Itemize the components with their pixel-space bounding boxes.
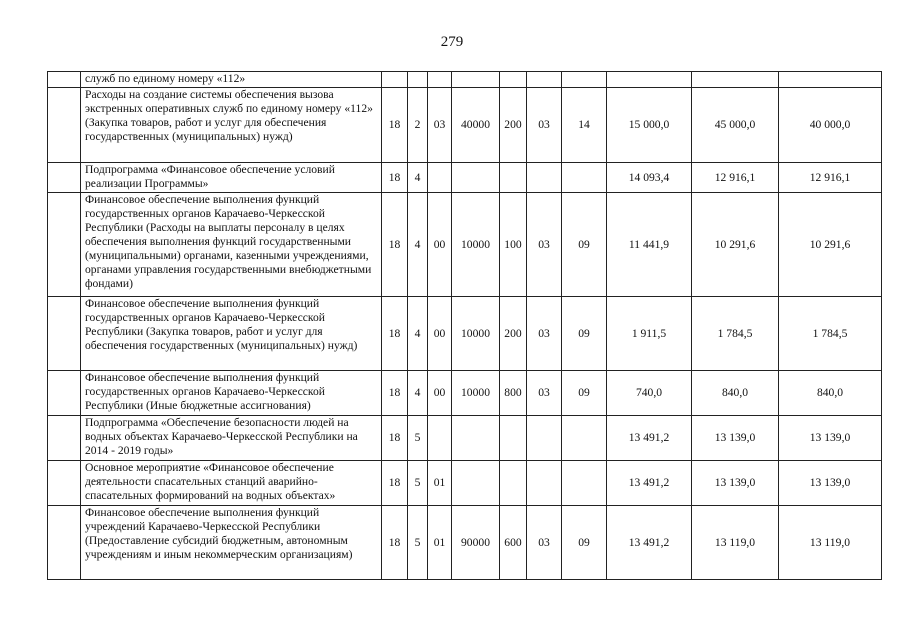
code-cell: 18 bbox=[382, 88, 408, 163]
code-cell bbox=[452, 163, 500, 193]
code-cell bbox=[428, 416, 452, 461]
code-cell bbox=[428, 72, 452, 88]
code-cell bbox=[562, 461, 607, 506]
code-cell bbox=[562, 163, 607, 193]
code-cell: 01 bbox=[428, 506, 452, 580]
code-cell bbox=[428, 163, 452, 193]
amount-cell: 11 441,9 bbox=[607, 193, 692, 297]
code-cell: 10000 bbox=[452, 297, 500, 371]
code-cell: 09 bbox=[562, 506, 607, 580]
row-description: Основное мероприятие «Финансовое обеспечение деятельности спасательных станций аварийно-спасательных формирований на водных объектах» bbox=[81, 461, 382, 506]
row-margin-cell bbox=[48, 163, 81, 193]
amount-cell: 12 916,1 bbox=[779, 163, 882, 193]
code-cell: 5 bbox=[408, 506, 428, 580]
amount-cell: 13 491,2 bbox=[607, 416, 692, 461]
row-margin-cell bbox=[48, 88, 81, 163]
code-cell: 03 bbox=[527, 193, 562, 297]
code-cell: 18 bbox=[382, 297, 408, 371]
table-row bbox=[48, 163, 882, 193]
code-cell: 09 bbox=[562, 371, 607, 416]
row-description: Финансовое обеспечение выполнения функций учреждений Карачаево-Черкесской Республики (Предоставление субсидий бюджетным, автономным учреждениям и иным некоммерческим организациям) bbox=[81, 506, 382, 580]
code-cell: 40000 bbox=[452, 88, 500, 163]
code-cell bbox=[452, 416, 500, 461]
table-row bbox=[48, 88, 882, 163]
budget-table bbox=[47, 71, 882, 580]
row-description: Расходы на создание системы обеспечения вызова экстренных оперативных служб по единому номеру «112» (Закупка товаров, работ и услуг для обеспечения государственных (муниципальных) нужд) bbox=[81, 88, 382, 163]
code-cell: 18 bbox=[382, 506, 408, 580]
table-row bbox=[48, 297, 882, 371]
code-cell: 14 bbox=[562, 88, 607, 163]
row-description: Финансовое обеспечение выполнения функций государственных органов Карачаево-Черкесской Республики (Закупка товаров, работ и услуг для обеспечения государственных (муниципальных) нужд) bbox=[81, 297, 382, 371]
amount-cell: 45 000,0 bbox=[692, 88, 779, 163]
amount-cell bbox=[779, 72, 882, 88]
page-number: 279 bbox=[440, 34, 464, 50]
code-cell bbox=[527, 72, 562, 88]
row-description: Подпрограмма «Обеспечение безопасности людей на водных объектах Карачаево-Черкесской Республики на 2014 - 2019 годы» bbox=[81, 416, 382, 461]
amount-cell: 840,0 bbox=[779, 371, 882, 416]
row-description: Финансовое обеспечение выполнения функций государственных органов Карачаево-Черкесской Республики (Расходы на выплаты персоналу в целях обеспечения выполнения функций государственными (муниципальными) органами, казенными учреждениями, органами управления государственными внебюджетными фондами) bbox=[81, 193, 382, 297]
amount-cell: 840,0 bbox=[692, 371, 779, 416]
code-cell: 100 bbox=[500, 193, 527, 297]
table-row bbox=[48, 371, 882, 416]
code-cell: 03 bbox=[527, 88, 562, 163]
code-cell bbox=[452, 461, 500, 506]
code-cell: 600 bbox=[500, 506, 527, 580]
code-cell bbox=[500, 163, 527, 193]
code-cell: 4 bbox=[408, 163, 428, 193]
amount-cell: 13 139,0 bbox=[779, 416, 882, 461]
code-cell: 18 bbox=[382, 371, 408, 416]
code-cell: 200 bbox=[500, 88, 527, 163]
code-cell: 01 bbox=[428, 461, 452, 506]
code-cell: 90000 bbox=[452, 506, 500, 580]
amount-cell: 13 119,0 bbox=[692, 506, 779, 580]
code-cell: 5 bbox=[408, 461, 428, 506]
amount-cell: 12 916,1 bbox=[692, 163, 779, 193]
amount-cell: 13 491,2 bbox=[607, 461, 692, 506]
code-cell: 00 bbox=[428, 297, 452, 371]
row-margin-cell bbox=[48, 416, 81, 461]
code-cell: 18 bbox=[382, 163, 408, 193]
amount-cell: 40 000,0 bbox=[779, 88, 882, 163]
row-margin-cell bbox=[48, 72, 81, 88]
code-cell bbox=[562, 72, 607, 88]
table-row bbox=[48, 506, 882, 580]
code-cell: 10000 bbox=[452, 193, 500, 297]
code-cell: 4 bbox=[408, 297, 428, 371]
code-cell bbox=[500, 72, 527, 88]
row-margin-cell bbox=[48, 193, 81, 297]
amount-cell bbox=[692, 72, 779, 88]
amount-cell: 10 291,6 bbox=[692, 193, 779, 297]
code-cell: 18 bbox=[382, 193, 408, 297]
row-margin-cell bbox=[48, 461, 81, 506]
amount-cell: 13 119,0 bbox=[779, 506, 882, 580]
code-cell: 18 bbox=[382, 416, 408, 461]
code-cell: 03 bbox=[527, 371, 562, 416]
table-row bbox=[48, 461, 882, 506]
amount-cell bbox=[607, 72, 692, 88]
code-cell: 4 bbox=[408, 193, 428, 297]
table-row bbox=[48, 72, 882, 88]
code-cell: 200 bbox=[500, 297, 527, 371]
row-description: Финансовое обеспечение выполнения функций государственных органов Карачаево-Черкесской Республики (Иные бюджетные ассигнования) bbox=[81, 371, 382, 416]
code-cell: 03 bbox=[527, 297, 562, 371]
row-description: Подпрограмма «Финансовое обеспечение условий реализации Программы» bbox=[81, 163, 382, 193]
amount-cell: 740,0 bbox=[607, 371, 692, 416]
code-cell: 18 bbox=[382, 461, 408, 506]
code-cell: 2 bbox=[408, 88, 428, 163]
amount-cell: 15 000,0 bbox=[607, 88, 692, 163]
row-description: служб по единому номеру «112» bbox=[81, 72, 382, 88]
code-cell: 09 bbox=[562, 193, 607, 297]
code-cell: 800 bbox=[500, 371, 527, 416]
code-cell: 03 bbox=[527, 506, 562, 580]
amount-cell: 13 491,2 bbox=[607, 506, 692, 580]
code-cell bbox=[500, 416, 527, 461]
code-cell: 00 bbox=[428, 371, 452, 416]
code-cell bbox=[408, 72, 428, 88]
amount-cell: 1 784,5 bbox=[779, 297, 882, 371]
amount-cell: 13 139,0 bbox=[779, 461, 882, 506]
amount-cell: 1 911,5 bbox=[607, 297, 692, 371]
code-cell bbox=[500, 461, 527, 506]
code-cell bbox=[527, 163, 562, 193]
row-margin-cell bbox=[48, 506, 81, 580]
row-margin-cell bbox=[48, 297, 81, 371]
code-cell: 4 bbox=[408, 371, 428, 416]
amount-cell: 14 093,4 bbox=[607, 163, 692, 193]
table-row bbox=[48, 193, 882, 297]
code-cell bbox=[452, 72, 500, 88]
code-cell: 5 bbox=[408, 416, 428, 461]
amount-cell: 1 784,5 bbox=[692, 297, 779, 371]
code-cell: 00 bbox=[428, 193, 452, 297]
code-cell bbox=[527, 461, 562, 506]
code-cell: 03 bbox=[428, 88, 452, 163]
code-cell: 10000 bbox=[452, 371, 500, 416]
amount-cell: 13 139,0 bbox=[692, 461, 779, 506]
code-cell bbox=[382, 72, 408, 88]
row-margin-cell bbox=[48, 371, 81, 416]
code-cell bbox=[527, 416, 562, 461]
code-cell bbox=[562, 416, 607, 461]
code-cell: 09 bbox=[562, 297, 607, 371]
amount-cell: 13 139,0 bbox=[692, 416, 779, 461]
amount-cell: 10 291,6 bbox=[779, 193, 882, 297]
table-row bbox=[48, 416, 882, 461]
